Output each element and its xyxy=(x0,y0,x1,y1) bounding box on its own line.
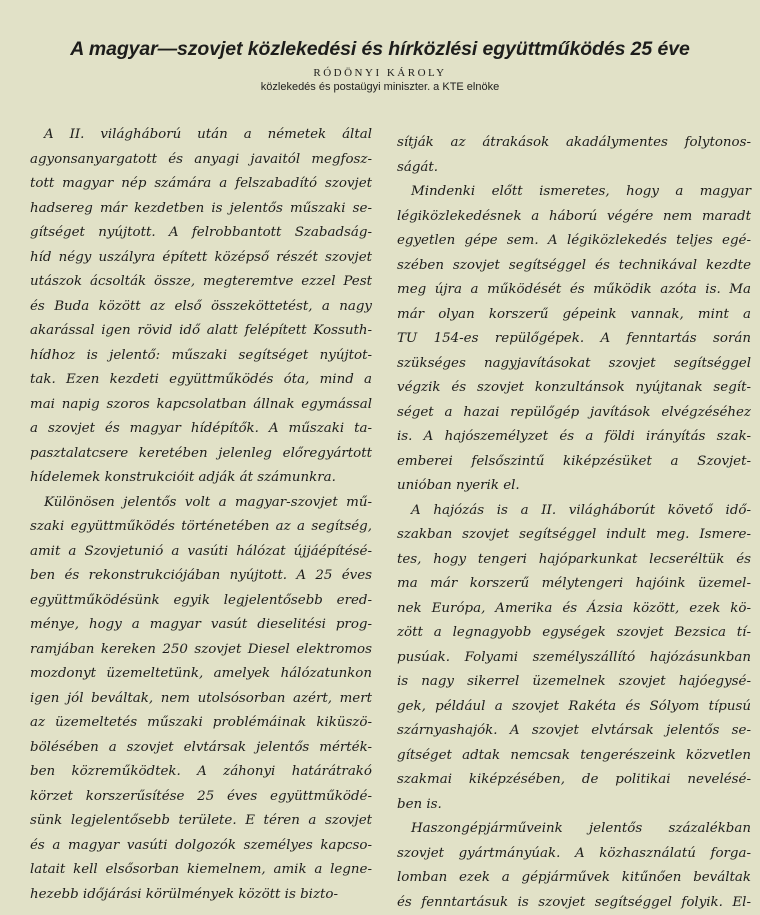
text-line: szében szovjet segítséggel és technikával kezdte xyxy=(397,254,751,279)
author-affiliation: közlekedés és postaügyi miniszter. a KTE elnöke xyxy=(0,81,760,93)
text-line: meg újra a működését és működik azóta is. Ma xyxy=(397,278,751,303)
right-column xyxy=(397,131,751,915)
text-line: körzet korszerűsítése 25 éves együttműködé- xyxy=(30,785,372,810)
text-line: bölésében a szovjet elvtársak jelentős mérték- xyxy=(30,736,372,761)
text-line: szakmai kiképzésében, de politikai nevelésé- xyxy=(397,768,751,793)
text-line: zött a legnagyobb egységek szovjet Bezsica tí- xyxy=(397,621,751,646)
text-line: A II. világháború után a németek által xyxy=(30,123,372,148)
text-line: szárnyashajók. A szovjet elvtársak jelentős se- xyxy=(397,719,751,744)
text-line: tott magyar nép számára a felszabadító szovjet xyxy=(30,172,372,197)
text-line: ben közreműködtek. A záhonyi határátrakó xyxy=(30,760,372,785)
text-line: ben is. xyxy=(397,793,751,818)
text-line: utászok ácsolták össze, megteremtve ezzel Pest xyxy=(30,270,372,295)
text-line: akarással igen rövid idő alatt felépített Kossuth- xyxy=(30,319,372,344)
text-line: lomban ezek a gépjárművek kitűnően beváltak xyxy=(397,866,751,891)
text-line: is. A hajószemélyzet és a földi irányítás szak- xyxy=(397,425,751,450)
text-line: szakban szovjet segítséggel indult meg. Ismere- xyxy=(397,523,751,548)
text-line: és Buda között az első összeköttetést, a nagy xyxy=(30,295,372,320)
text-line: is nagy sikerrel üzemelnek szovjet hajóegysé- xyxy=(397,670,751,695)
text-line: mai napig szoros kapcsolatban állnak egymással xyxy=(30,393,372,418)
text-line: sünk legjelentősebb területe. E téren a szovjet xyxy=(30,809,372,834)
text-line: pasztalatcsere keretében jelenleg előregyártott xyxy=(30,442,372,467)
text-line: légiközlekedésnek a háború végére nem maradt xyxy=(397,205,751,230)
text-line: és a magyar vasúti dolgozók személyes kapcso- xyxy=(30,834,372,859)
text-line: hadsereg már kezdetben is jelentős műszaki se- xyxy=(30,197,372,222)
text-line: már olyan korszerű gépeink vannak, mint a xyxy=(397,303,751,328)
text-line: unióban nyerik el. xyxy=(397,474,751,499)
text-line: egyetlen gépe sem. A légiközlekedés teljes egé- xyxy=(397,229,751,254)
text-line: séget a hazai repülőgép javítások elvégzéséhez xyxy=(397,401,751,426)
text-line: TU 154-es repülőgépek. A fenntartás során xyxy=(397,327,751,352)
text-line: ma már korszerű mélytengeri hajóink üzemel- xyxy=(397,572,751,597)
text-line: emberei felsőszintű kiképzésüket a Szovjet- xyxy=(397,450,751,475)
text-line: híd négy uszályra épített középső részét szovjet xyxy=(30,246,372,271)
text-line: ramjában kereken 250 szovjet Diesel elektromos xyxy=(30,638,372,663)
text-line: a szovjet és magyar hídépítők. A műszaki ta- xyxy=(30,417,372,442)
text-line: az üzemeltetés műszaki problémáinak kiküszö- xyxy=(30,711,372,736)
text-line: igen jól beváltak, nem utolsósorban azért, mert xyxy=(30,687,372,712)
text-line: nek Európa, Amerika és Ázsia között, ezek kö- xyxy=(397,597,751,622)
left-column xyxy=(30,123,372,907)
text-line: tak. Ezen kezdeti együttműködés óta, mind a xyxy=(30,368,372,393)
text-line: hídelemek konstrukcióit adják át számunkra. xyxy=(30,466,372,491)
text-line: szovjet gyártmányúak. A közhasználatú forga- xyxy=(397,842,751,867)
text-line: szükséges nagyjavításokat szovjet segítséggel xyxy=(397,352,751,377)
text-line: szaki együttműködés történetében az a segítség, xyxy=(30,515,372,540)
text-line: együttműködésünk egyik legjelentősebb ered- xyxy=(30,589,372,614)
text-line: pusúak. Folyami személyszállító hajózásunkban xyxy=(397,646,751,671)
text-line: gítséget nyújtott. A felrobbantott Szabadság- xyxy=(30,221,372,246)
text-line: ménye, hogy a magyar vasút dieselitési prog- xyxy=(30,613,372,638)
author-name: RÓDÖNYI KÁROLY xyxy=(0,67,760,79)
text-line: és fenntartásuk is szovjet segítséggel folyik. El- xyxy=(397,891,751,915)
text-line: Különösen jelentős volt a magyar-szovjet mű- xyxy=(30,491,372,516)
text-line: tes, hogy tengeri hajóparkunkat lecseréltük és xyxy=(397,548,751,573)
article-title: A magyar—szovjet közlekedési és hírközlési együttműködés 25 éve xyxy=(0,38,760,61)
text-line: sítják az átrakások akadálymentes folytonos- xyxy=(397,131,751,156)
text-line: gítséget adtak nemcsak tengerészeink közvetlen xyxy=(397,744,751,769)
text-line: gek, például a szovjet Rakéta és Sólyom típusú xyxy=(397,695,751,720)
text-line: amit a Szovjetunió a vasúti hálózat újjáépítésé- xyxy=(30,540,372,565)
text-line: mozdonyt üzemeltetünk, amelyek hálózatunkon xyxy=(30,662,372,687)
text-line: Mindenki előtt ismeretes, hogy a magyar xyxy=(397,180,751,205)
text-line: agyonsanyargatott és anyagi javaitól megfosz- xyxy=(30,148,372,173)
text-line: latait kell elsősorban kiemelnem, amik a legne- xyxy=(30,858,372,883)
text-line: ságát. xyxy=(397,156,751,181)
text-line: végzik és szovjet konzultánsok nyújtanak segít- xyxy=(397,376,751,401)
text-line: hezebb időjárási körülmények között is bizto- xyxy=(30,883,372,908)
text-line: A hajózás is a II. világháborút követő idő- xyxy=(397,499,751,524)
text-line: hídhoz is jelentő: műszaki segítséget nyújtot- xyxy=(30,344,372,369)
text-line: Haszongépjárműveink jelentős százalékban xyxy=(397,817,751,842)
text-line: ben és rekonstrukciójában nyújtott. A 25 éves xyxy=(30,564,372,589)
